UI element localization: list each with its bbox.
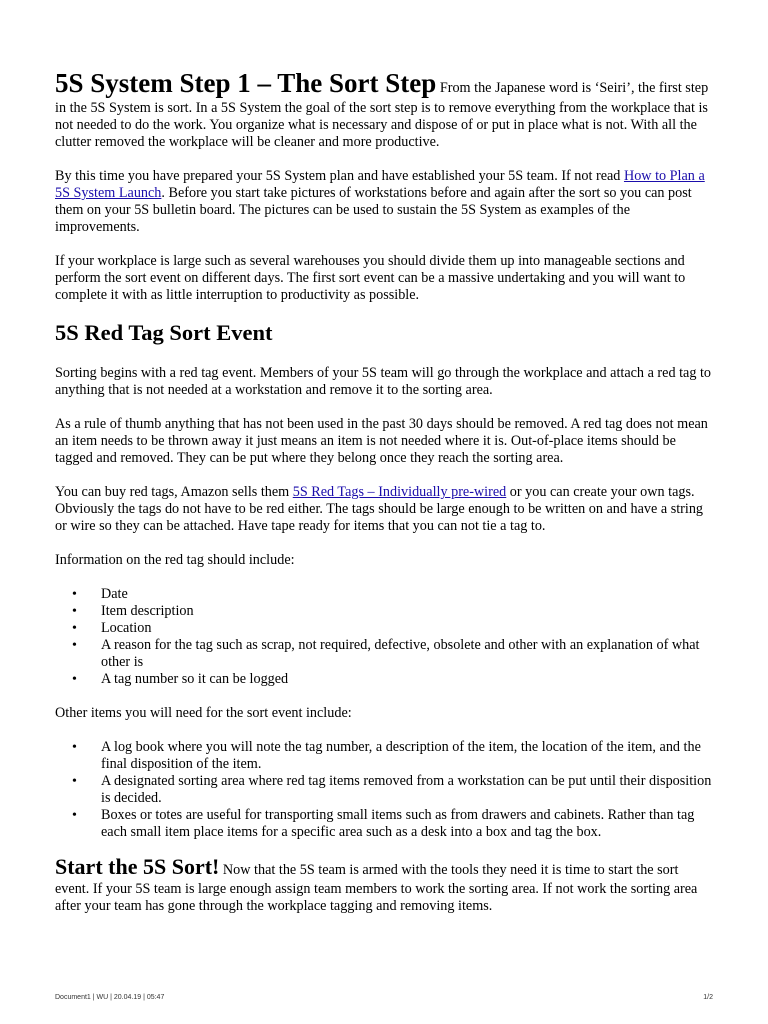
start-text: Now that the 5S team is armed with the tools they need it is time to start the sort event. If your 5S team is large enough assign team members to work the sorting area. If not work the sorting area after your team has gone through the workplace tagging and removing items. xyxy=(55,862,698,914)
tag-info-list xyxy=(55,586,715,688)
list-item xyxy=(55,603,715,620)
footer-document-info: Document1 | WU | 20.04.19 | 05:47 xyxy=(55,994,165,1001)
start-paragraph xyxy=(55,853,715,915)
bullet-icon: • xyxy=(72,621,77,636)
page-footer xyxy=(55,994,713,1001)
list-item xyxy=(55,671,715,688)
bullet-icon: • xyxy=(72,808,77,823)
list-item-text: Date xyxy=(101,586,128,602)
list-item-text: A reason for the tag such as scrap, not required, defective, obsolete and other with an explanation of what other is xyxy=(101,637,700,670)
plan-launch-link[interactable]: How to Plan a 5S System Launch xyxy=(55,168,705,201)
bullet-icon: • xyxy=(72,604,77,619)
paragraph-tag-info-intro: Information on the red tag should include: xyxy=(55,552,295,568)
bullet-icon: • xyxy=(72,774,77,789)
list-item-text: Location xyxy=(101,620,152,636)
list-item xyxy=(55,807,715,841)
document-page xyxy=(55,66,715,915)
list-item-text: Item description xyxy=(101,603,194,619)
paragraph-rule-of-thumb: As a rule of thumb anything that has not been used in the past 30 days should be removed. A red tag does not mean an item needs to be thrown away it just means an item is not needed where it is. Out-of-place items should be tagged and removed. They can be put where they belong once they reach the sorting area. xyxy=(55,416,708,466)
other-items-list xyxy=(55,739,715,841)
page-number: 1/2 xyxy=(703,994,713,1001)
page-title: 5S System Step 1 – The Sort Step xyxy=(55,68,437,98)
list-item-text: A tag number so it can be logged xyxy=(101,671,289,687)
paragraph-sorting-begins: Sorting begins with a red tag event. Members of your 5S team will go through the workplace and attach a red tag to anything that is not needed at a workstation and remove it to the sorting area. xyxy=(55,365,711,398)
list-item xyxy=(55,620,715,637)
buy-tags-text-after: or you can create your own tags. Obviously the tags do not have to be red either. The tags should be large enough to be written on and have a string or wire so they can be attached. Have tape ready for items that you can not tie a tag to. xyxy=(55,484,704,534)
paragraph-buy-red-tags xyxy=(55,484,715,535)
list-item-text: A log book where you will note the tag number, a description of the item, the location of the item, and the final disposition of the item. xyxy=(101,739,701,772)
list-item-text: Boxes or totes are useful for transporting small items such as from drawers and cabinets. Rather than tag each small item place items for a specific area such as a desk into a box and tag the box. xyxy=(101,807,695,840)
list-item xyxy=(55,586,715,603)
paragraph-plan xyxy=(55,168,715,236)
list-item xyxy=(55,739,715,773)
section-heading-red-tag: 5S Red Tag Sort Event xyxy=(55,320,273,345)
red-tags-product-link[interactable]: 5S Red Tags – Individually pre-wired xyxy=(292,484,507,500)
bullet-icon: • xyxy=(72,638,77,653)
bullet-icon: • xyxy=(72,587,77,602)
paragraph-other-items-intro: Other items you will need for the sort event include: xyxy=(55,705,352,721)
bullet-icon: • xyxy=(72,672,77,687)
list-item xyxy=(55,637,715,671)
paragraph-large-workplace: If your workplace is large such as several warehouses you should divide them up into manageable sections and perform the sort event on different days. The first sort event can be a massive undertaking and you will want to complete it with as little interruption to productivity as possible. xyxy=(55,253,686,303)
list-item xyxy=(55,773,715,807)
list-item-text: A designated sorting area where red tag items removed from a workstation can be put until their disposition is decided. xyxy=(101,773,712,806)
buy-tags-text-before: You can buy red tags, Amazon sells them xyxy=(55,484,293,500)
section-heading-start: Start the 5S Sort! xyxy=(55,854,220,879)
plan-text-before: By this time you have prepared your 5S System plan and have established your 5S team. If not read xyxy=(55,168,624,184)
bullet-icon: • xyxy=(72,740,77,755)
intro-paragraph xyxy=(55,66,715,151)
plan-text-after: . Before you start take pictures of workstations before and again after the sort so you can post them on your 5S bulletin board. The pictures can be used to sustain the 5S System as examples of the improvements. xyxy=(55,185,692,235)
intro-text: From the Japanese word is ‘Seiri’, the first step in the 5S System is sort. In a 5S System the goal of the sort step is to remove everything from the workplace that is not needed to do the work. You organize what is necessary and dispose of or put in place what is not. With all the clutter removed the workplace will be cleaner and more productive. xyxy=(55,80,709,150)
